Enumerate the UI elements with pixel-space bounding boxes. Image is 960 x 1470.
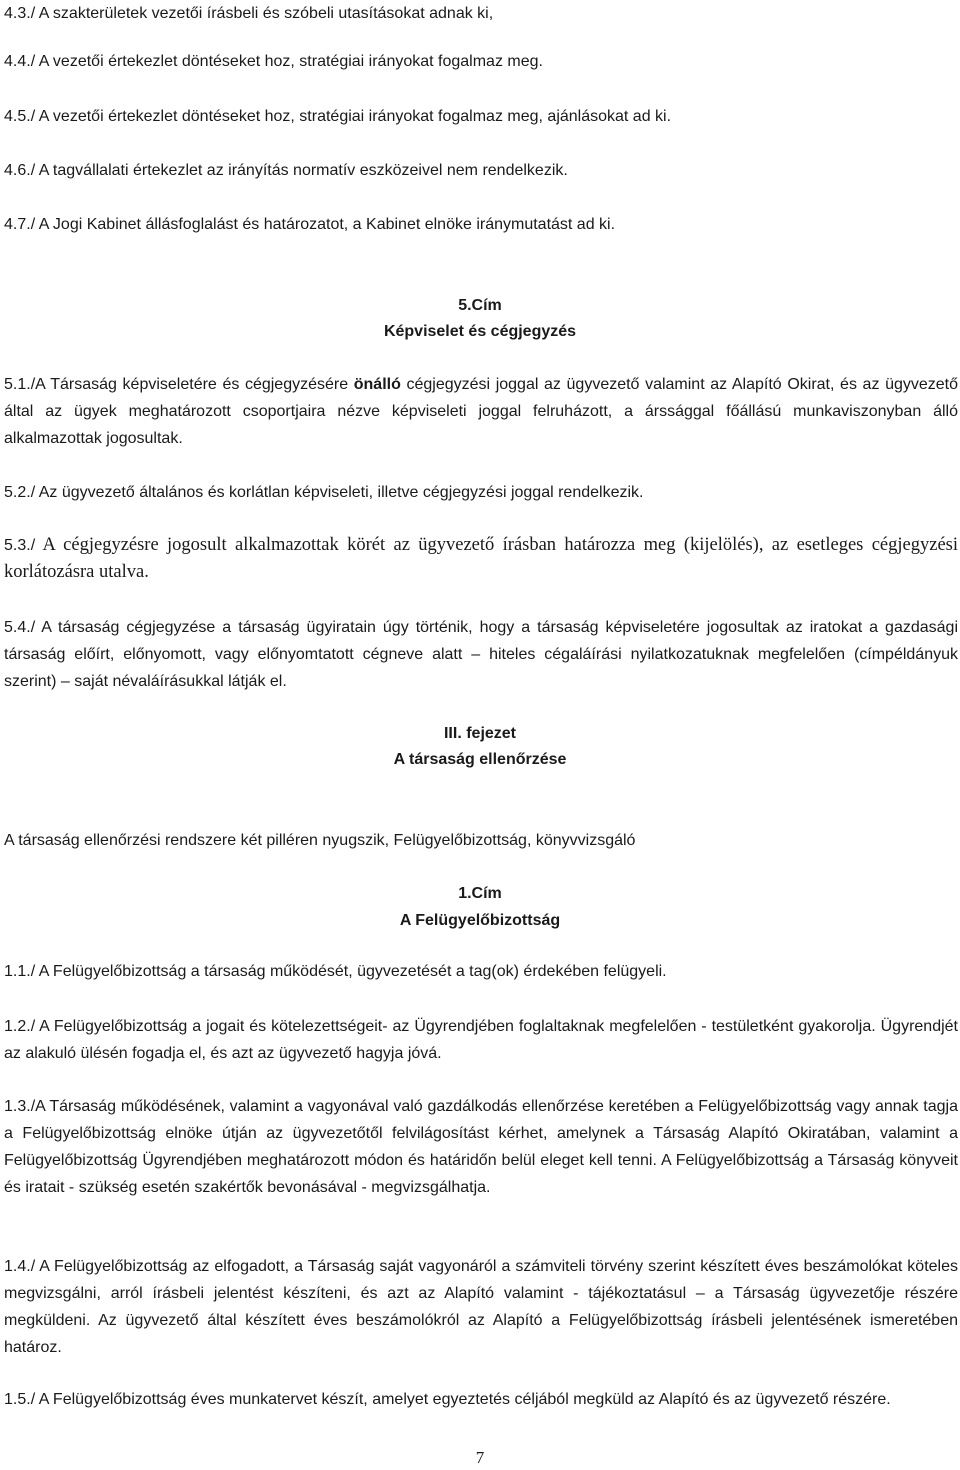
item-4-4: 4.4./ A vezetői értekezlet döntéseket hoz, stratégiai irányokat fogalmaz meg. bbox=[4, 53, 543, 70]
section-5-title: Képviselet és cégjegyzés bbox=[383, 323, 577, 340]
paragraph-5-3: 5.3./ A cégjegyzésre jogosult alkalmazottak körét az ügyvezető írásban határozza meg (kijelölés), az esetleges cégjegyzési korlátozásra utalva. bbox=[4, 535, 958, 582]
bold-word: önálló bbox=[353, 376, 401, 393]
chapter-intro: A társaság ellenőrzési rendszere két pilléren nyugszik, Felügyelőbizottság, könyvvizsgáló bbox=[4, 832, 636, 849]
section-5-number: 5.Cím bbox=[458, 297, 502, 314]
paragraph-5-4: 5.4./ A társaság cégjegyzése a társaság ügyiratain úgy történik, hogy a társaság képviseletére jogosultak az iratokat a gazdasági társaság előírt, előnyomott, vagy előnyomtatott cégneve alatt – hiteles cégaláírási nyilatkozatuknak megfelelően (címpéldányuk szerint) – saját névaláírásukkal látják el. bbox=[4, 619, 958, 690]
paragraph-1-5: 1.5./ A Felügyelőbizottság éves munkatervet készít, amelyet egyeztetés céljából megküld az Alapító és az ügyvezető részére. bbox=[4, 1391, 891, 1408]
chapter-title: A társaság ellenőrzése bbox=[393, 751, 567, 768]
paragraph-1-3: 1.3./A Társaság működésének, valamint a vagyonával való gazdálkodás ellenőrzése keretében a Felügyelőbizottság vagy annak tagja a Felügyelőbizottság elnöke útján az ügyvezetőtől felvilágosítást kérhet, amelynek a Társaság Alapító Okiratában, valamint a Felügyelőbizottság Ügyrendjében meghatározott módon és határidőn belül eleget kell tenni. A Felügyelőbizottság a Társaság könyveit és iratait - szükség esetén szakértők bevonásával - megvizsgálhatja. bbox=[4, 1098, 958, 1196]
item-4-7: 4.7./ A Jogi Kabinet állásfoglalást és határozatot, a Kabinet elnöke iránymutatást ad ki. bbox=[4, 216, 616, 233]
item-4-5: 4.5./ A vezetői értekezlet döntéseket hoz, stratégiai irányokat fogalmaz meg, ajánlásokat ad ki. bbox=[4, 108, 672, 125]
section-1-title: A Felügyelőbizottság bbox=[399, 912, 561, 929]
page-number: 7 bbox=[475, 1448, 485, 1467]
paragraph-5-1: 5.1./A Társaság képviseletére és cégjegyzésére önálló cégjegyzési joggal az ügyvezető valamint az Alapító Okirat, és az ügyvezető által az ügyek meghatározott csoportjaira nézve képviseleti joggal felruházott, a árssággal főállású munkaviszonyban álló alkalmazottak jogosultak. bbox=[4, 376, 959, 447]
paragraph-1-1: 1.1./ A Felügyelőbizottság a társaság működését, ügyvezetését a tag(ok) érdekében felügyeli. bbox=[4, 963, 667, 980]
chapter-number: III. fejezet bbox=[443, 725, 517, 742]
paragraph-1-2: 1.2./ A Felügyelőbizottság a jogait és kötelezettségeit- az Ügyrendjében foglaltaknak megfelelően - testületként gyakorolja. Ügyrendjét az alakuló ülésén fogadja el, és azt az ügyvezető hagyja jóvá. bbox=[4, 1018, 958, 1062]
paragraph-5-2: 5.2./ Az ügyvezető általános és korlátlan képviseleti, illetve cégjegyzési joggal rendelkezik. bbox=[4, 484, 644, 501]
item-4-3: 4.3./ A szakterületek vezetői írásbeli és szóbeli utasításokat adnak ki, bbox=[4, 5, 494, 22]
item-4-6: 4.6./ A tagvállalati értekezlet az irányítás normatív eszközeivel nem rendelkezik. bbox=[4, 162, 568, 179]
section-1-number: 1.Cím bbox=[458, 885, 502, 902]
paragraph-1-4: 1.4./ A Felügyelőbizottság az elfogadott, a Társaság saját vagyonáról a számviteli törvény szerint készített éves beszámolókat köteles megvizsgálni, arról írásbeli jelentést készíteni, és azt az Alapító valamint - tájékoztatásul – a Társaság ügyvezetője részére megküldeni. Az ügyvezető által készített éves beszámolókról az Alapító a Felügyelőbizottság írásbeli jelentésének ismeretében határoz. bbox=[4, 1258, 958, 1356]
